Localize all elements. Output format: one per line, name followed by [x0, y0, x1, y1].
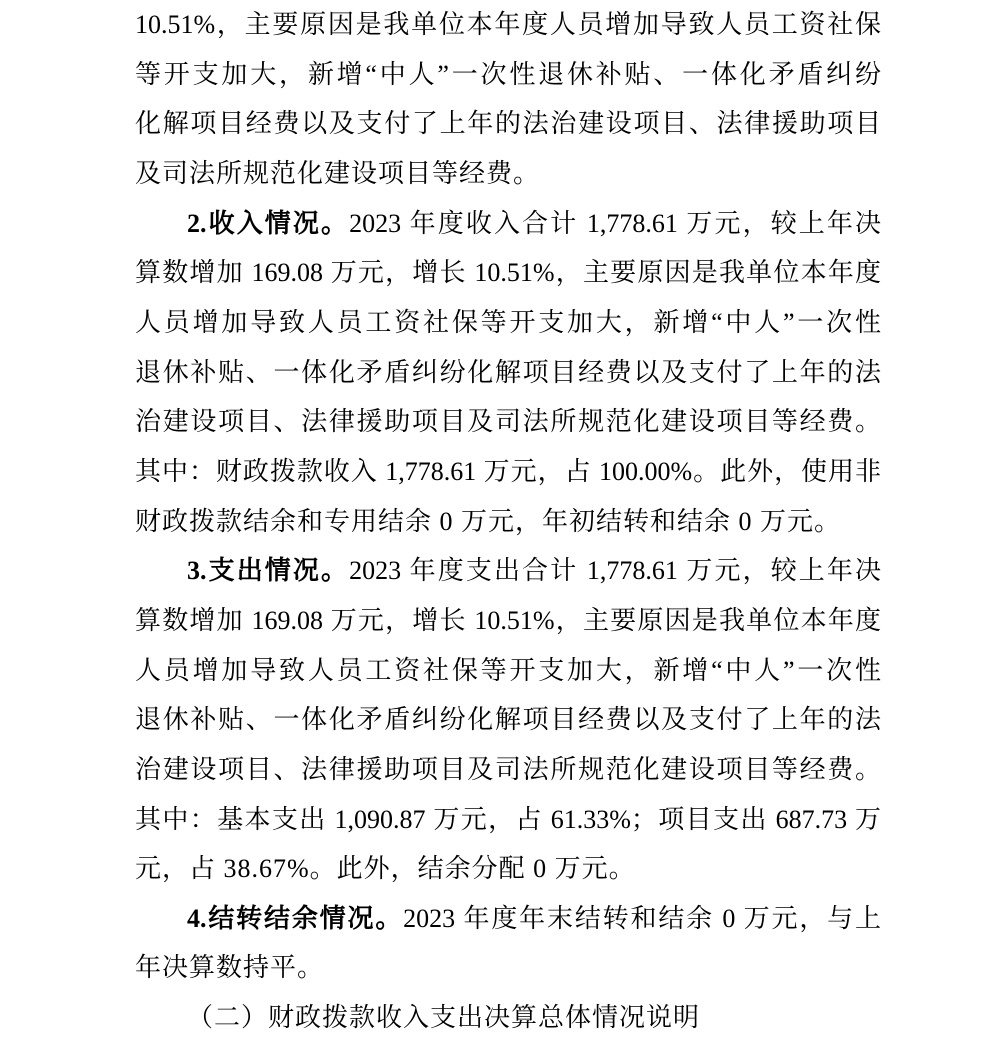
text-run: 及司法所规范化建设项目等经费。 [135, 158, 541, 188]
text-run: 人员增加导致人员工资社保等开支加大，新增“中人”一次性 [135, 307, 881, 337]
text-line [135, 149, 881, 199]
text-line [135, 844, 881, 894]
text-run: 算数增加 169.08 万元，增长 10.51%，主要原因是我单位本年度 [135, 258, 881, 288]
text-line [135, 546, 881, 596]
inline-heading: 3.支出情况。 [187, 556, 350, 586]
text-run: 算数增加 169.08 万元，增长 10.51%，主要原因是我单位本年度 [135, 605, 881, 635]
text-run: 治建设项目、法律援助项目及司法所规范化建设项目等经费。 [135, 754, 881, 784]
text-line [135, 50, 881, 100]
text-run: 人员增加导致人员工资社保等开支加大，新增“中人”一次性 [135, 655, 881, 685]
text-line [135, 0, 881, 50]
para-budget-growth-reason-continued [135, 0, 881, 199]
text-run: （二）财政拨款收入支出决算总体情况说明 [187, 1003, 701, 1033]
text-run: 退休补贴、一体化矛盾纠纷化解项目经费以及支付了上年的法 [135, 705, 881, 735]
text-line [135, 993, 881, 1043]
text-line [135, 248, 881, 298]
document-body [135, 0, 881, 1043]
text-run: 其中：财政拨款收入 1,778.61 万元，占 100.00%。此外，使用非 [135, 456, 881, 486]
inline-heading: 2.收入情况。 [187, 208, 350, 238]
para-expenditure-situation [135, 546, 881, 894]
text-run: 等开支加大，新增“中人”一次性退休补贴、一体化矛盾纠纷 [135, 59, 881, 89]
text-run: 财政拨款结余和专用结余 0 万元，年初结转和结余 0 万元。 [135, 506, 842, 536]
text-run: 年决算数持平。 [135, 953, 325, 983]
text-run: 退休补贴、一体化矛盾纠纷化解项目经费以及支付了上年的法 [135, 357, 881, 387]
text-line [135, 348, 881, 398]
text-run: 2023 年度收入合计 1,778.61 万元，较上年决 [349, 208, 881, 238]
text-line [135, 199, 881, 249]
text-run: 元，占 38.67%。此外，结余分配 0 万元。 [135, 854, 636, 884]
text-run: 10.51%，主要原因是我单位本年度人员增加导致人员工资社保 [135, 10, 881, 39]
text-line [135, 298, 881, 348]
text-run: 化解项目经费以及支付了上年的法治建设项目、法律援助项目 [135, 109, 881, 139]
text-line [135, 596, 881, 646]
para-income-situation [135, 199, 881, 547]
text-line [135, 795, 881, 845]
text-run: 2023 年度支出合计 1,778.61 万元，较上年决 [349, 556, 881, 586]
text-run: 治建设项目、法律援助项目及司法所规范化建设项目等经费。 [135, 407, 881, 437]
text-line [135, 397, 881, 447]
text-line [135, 695, 881, 745]
text-line [135, 646, 881, 696]
text-line [135, 447, 881, 497]
inline-heading: 4.结转结余情况。 [187, 903, 404, 933]
text-line [135, 943, 881, 993]
text-line [135, 99, 881, 149]
text-line [135, 745, 881, 795]
text-line [135, 894, 881, 944]
para-carryover-balance-situation [135, 894, 881, 993]
text-run: 2023 年度年末结转和结余 0 万元，与上 [403, 903, 881, 933]
text-line [135, 497, 881, 547]
text-run: 其中：基本支出 1,090.87 万元，占 61.33%；项目支出 687.73 万 [135, 804, 881, 834]
heading-fiscal-appropriation-overview [135, 993, 881, 1043]
